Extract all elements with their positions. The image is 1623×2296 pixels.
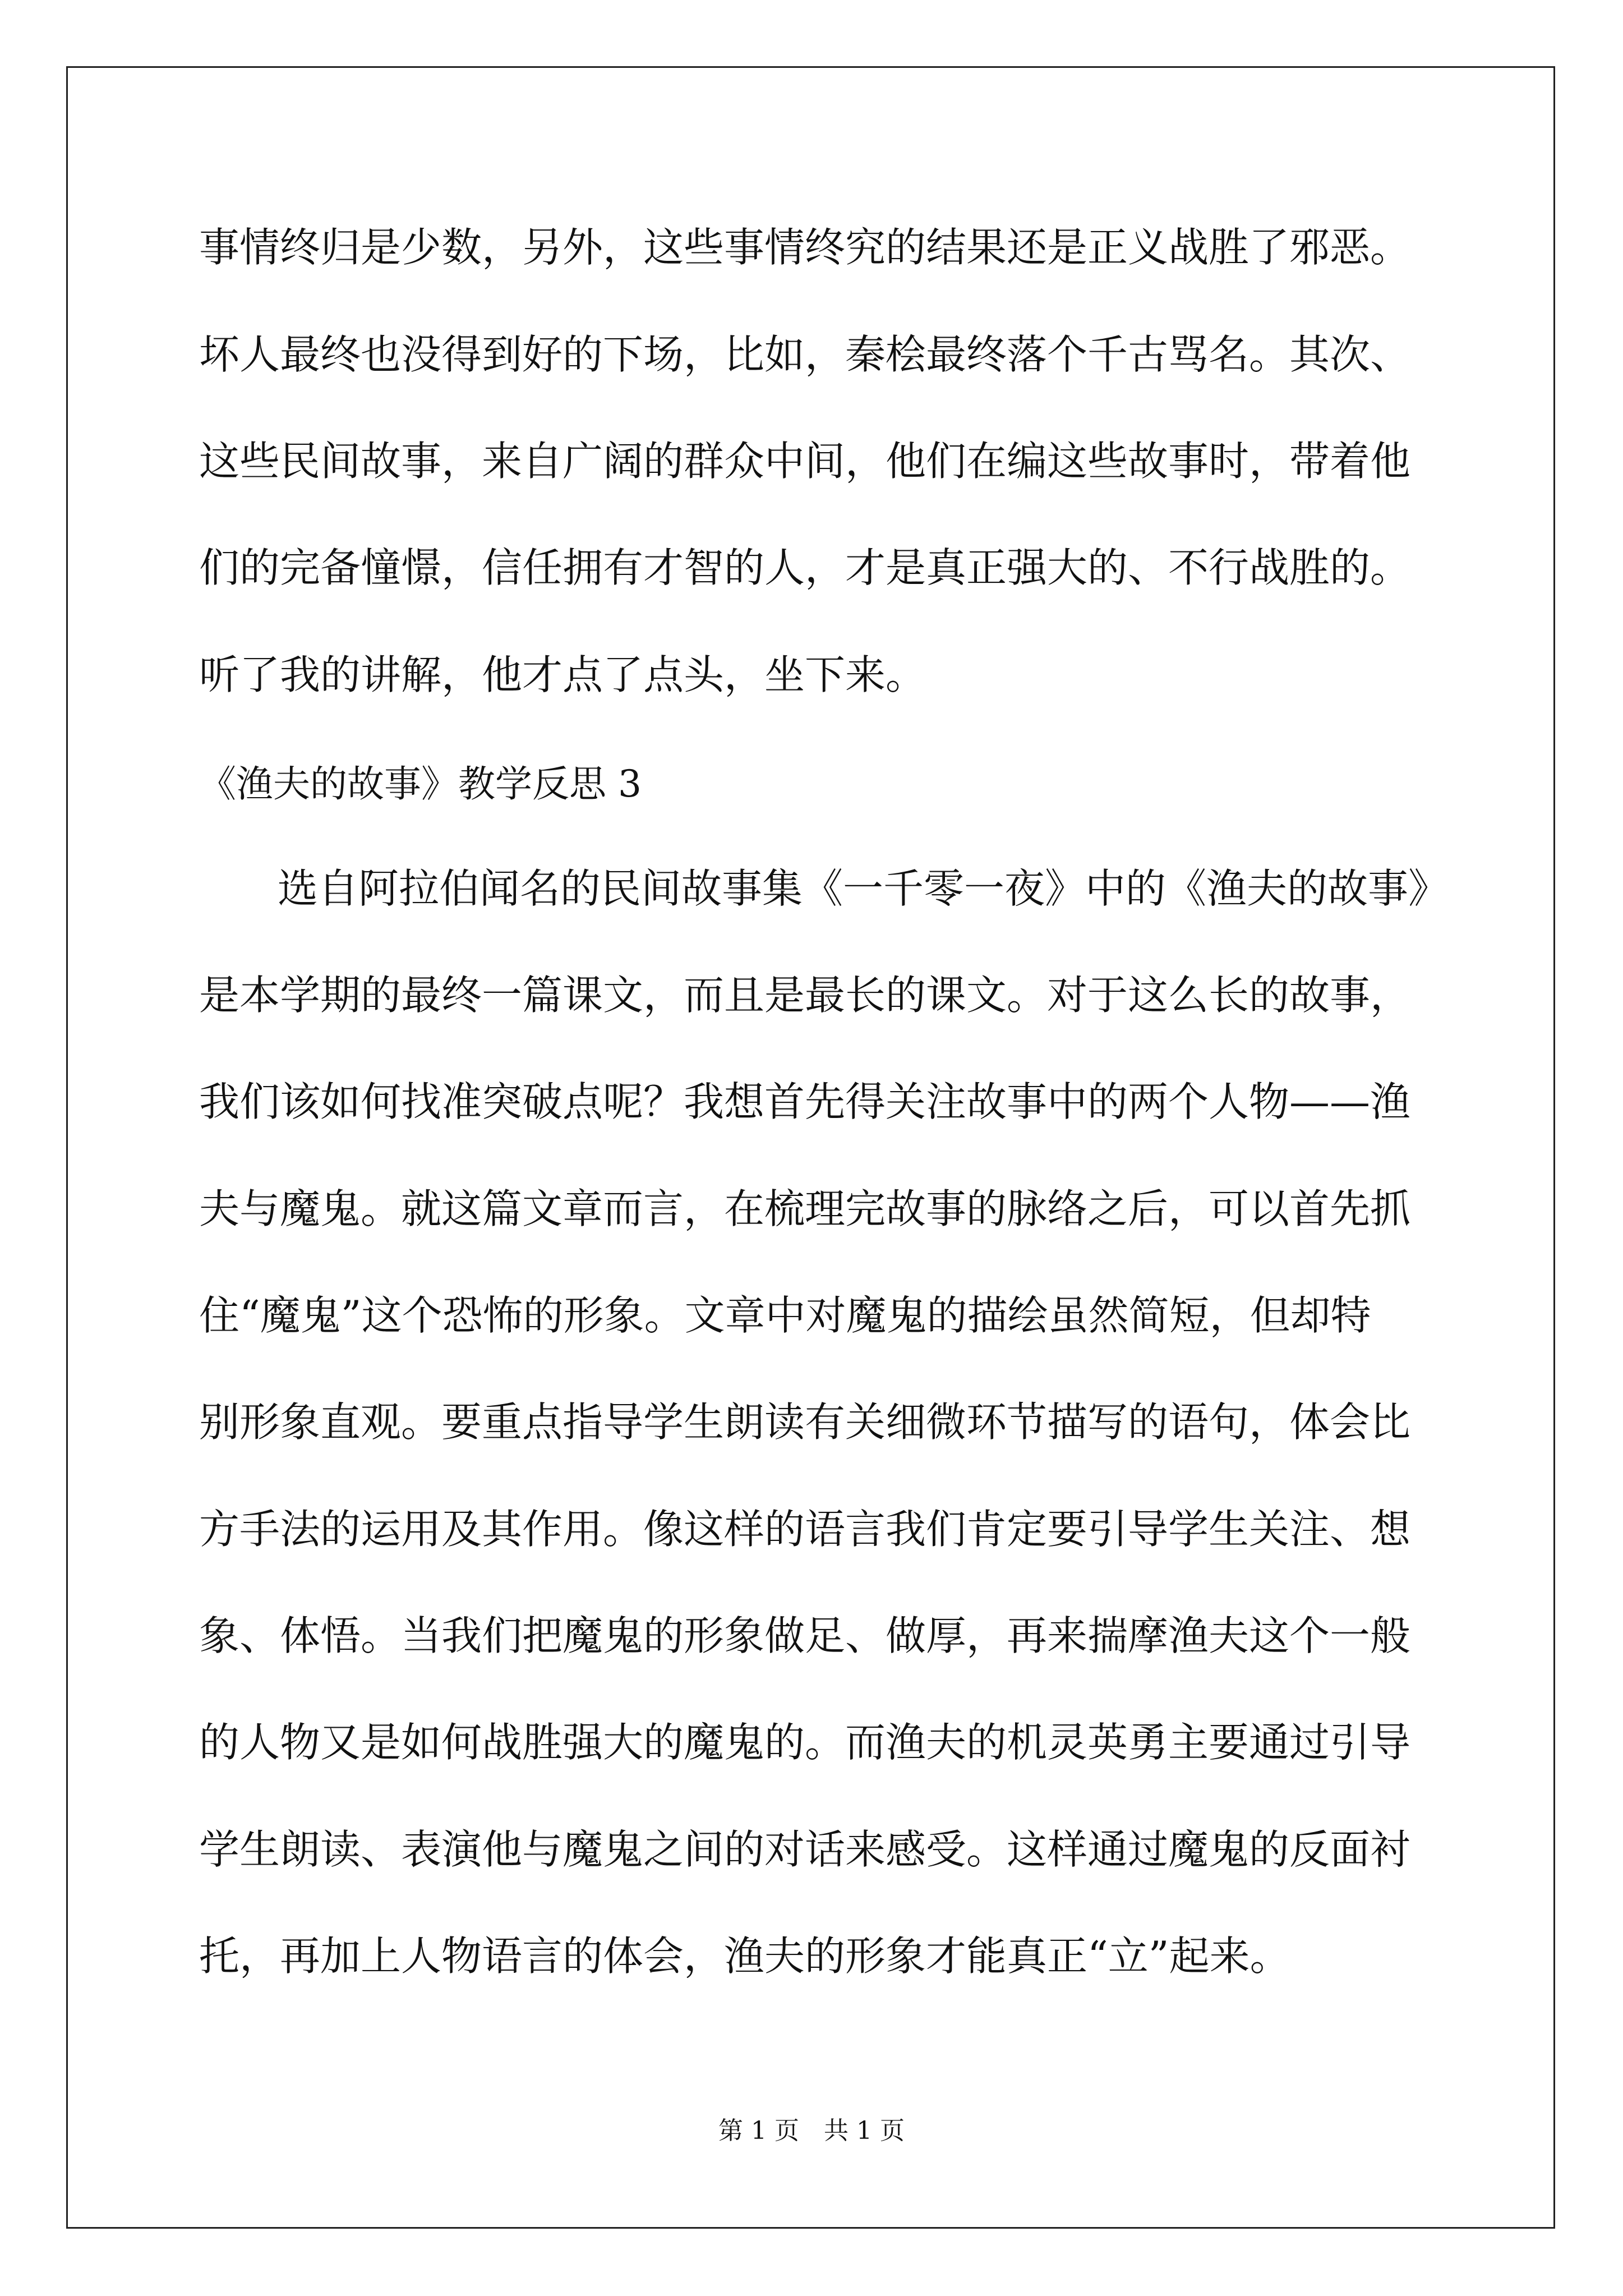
body-line-3: 这些民间故事，来自广阔的群众中间，他们在编这些故事时，带着他 xyxy=(199,438,1411,485)
section-line-6: 别形象直观。要重点指导学生朗读有关细微环节描写的语句，体会比 xyxy=(199,1398,1411,1446)
page-footer: 第 1 页 共 1 页 xyxy=(718,2116,905,2145)
section-title: 《渔夫的故事》教学反思 3 xyxy=(199,762,642,806)
section-line-5: 住“魔鬼”这个恐怖的形象。文章中对魔鬼的描绘虽然简短，但却特 xyxy=(199,1292,1371,1339)
body-line-5: 听了我的讲解，他才点了点头，坐下来。 xyxy=(199,651,926,698)
body-line-1: 事情终归是少数，另外，这些事情终究的结果还是正义战胜了邪恶。 xyxy=(199,224,1411,271)
body-line-2: 坏人最终也没得到好的下场，比如，秦桧最终落个千古骂名。其次、 xyxy=(199,331,1411,378)
body-line-4: 们的完备憧憬，信任拥有才智的人，才是真正强大的、不行战胜的。 xyxy=(199,544,1411,591)
section-line-3: 我们该如何找准突破点呢？我想首先得关注故事中的两个人物——渔 xyxy=(199,1078,1411,1125)
section-line-10: 学生朗读、表演他与魔鬼之间的对话来感受。这样通过魔鬼的反面衬 xyxy=(199,1826,1411,1873)
section-line-11: 托，再加上人物语言的体会，渔夫的形象才能真正“立”起来。 xyxy=(199,1932,1290,1980)
section-line-9: 的人物又是如何战胜强大的魔鬼的。而渔夫的机灵英勇主要通过引导 xyxy=(199,1719,1411,1766)
section-line-7: 方手法的运用及其作用。像这样的语言我们肯定要引导学生关注、想 xyxy=(199,1506,1411,1553)
section-line-4: 夫与魔鬼。就这篇文章而言，在梳理完故事的脉络之后，可以首先抓 xyxy=(199,1185,1411,1232)
section-line-8: 象、体悟。当我们把魔鬼的形象做足、做厚，再来揣摩渔夫这个一般 xyxy=(199,1612,1411,1659)
section-line-2: 是本学期的最终一篇课文，而且是最长的课文。对于这么长的故事， xyxy=(199,972,1411,1019)
section-line-1: 选自阿拉伯闻名的民间故事集《一千零一夜》中的《渔夫的故事》 xyxy=(278,865,1449,912)
page-border xyxy=(66,66,1555,2229)
